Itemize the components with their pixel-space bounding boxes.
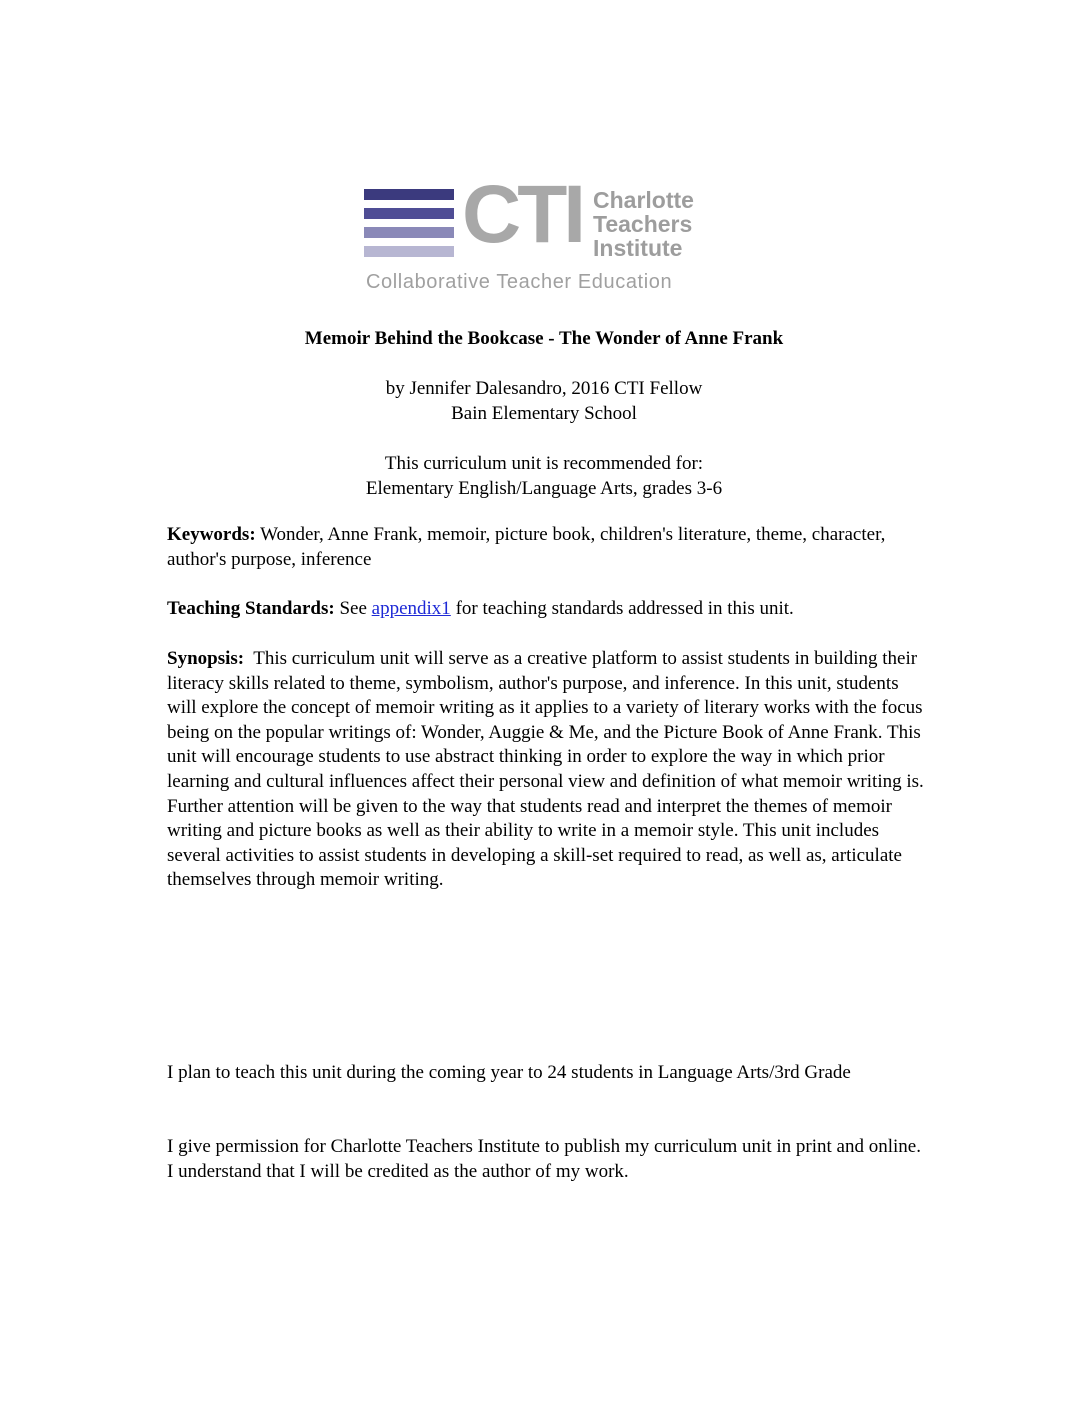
logo-acronym: CTI [462,169,583,260]
standards-text-after: for teaching standards addressed in this unit. [450,598,794,619]
standards-text-before: See [334,598,372,619]
synopsis-paragraph [167,647,927,893]
recommendation-grades: Elementary English/Language Arts, grades 3-6 [365,478,723,499]
recommendation-line: This curriculum unit is recommended for: [384,453,704,474]
keywords-label: Keywords: [167,524,256,545]
standards-label: Teaching Standards: [167,598,335,619]
logo-org-name: Charlotte Teachers Institute [593,187,694,261]
logo-stripe [364,227,454,238]
document-title: Memoir Behind the Bookcase - The Wonder of Anne Frank [304,328,784,349]
permission-paragraph: I give permission for Charlotte Teachers Institute to publish my curriculum unit in print and online. I understand that I will be credited as the author of my work. [167,1136,921,1182]
synopsis-text: This curriculum unit will serve as a creative platform to assist students in building their literacy skills related to theme, symbolism, author's purpose, and inference. In this unit, students will explore the concept of memoir writing as it applies to a variety of literary works with the focus being on the popular writings of: Wonder, Auggie & Me, and the Picture Book of Anne Frank. This unit will encourage students to use abstract thinking in order to explore the way in which prior learning and cultural influences affect their personal view and definition of what memoir writing is. Further attention will be given to the way that students read and interpret the themes of memoir writing and picture books as well as their ability to write in a memoir style. This unit includes several activities to assist students in developing a skill-set required to read, as well as, articulate themselves through memoir writing. [167,648,929,891]
logo-stripe [364,189,454,200]
plan-paragraph: I plan to teach this unit during the coming year to 24 students in Language Arts/3rd Grade [167,1062,851,1083]
author-byline: by Jennifer Dalesandro, 2016 CTI Fellow [385,378,703,399]
logo-stripe [364,208,454,219]
keywords-paragraph [167,523,927,572]
logo-tagline: Collaborative Teacher Education [366,271,673,293]
synopsis-label: Synopsis: [167,648,245,669]
school-name: Bain Elementary School [451,403,637,424]
keywords-text: Wonder, Anne Frank, memoir, picture book, children's literature, theme, character, author's purpose, inference [167,524,886,570]
standards-paragraph [167,597,927,622]
logo-stripe [364,246,454,257]
cti-logo [364,169,734,296]
appendix-link[interactable]: appendix1 [371,598,451,619]
